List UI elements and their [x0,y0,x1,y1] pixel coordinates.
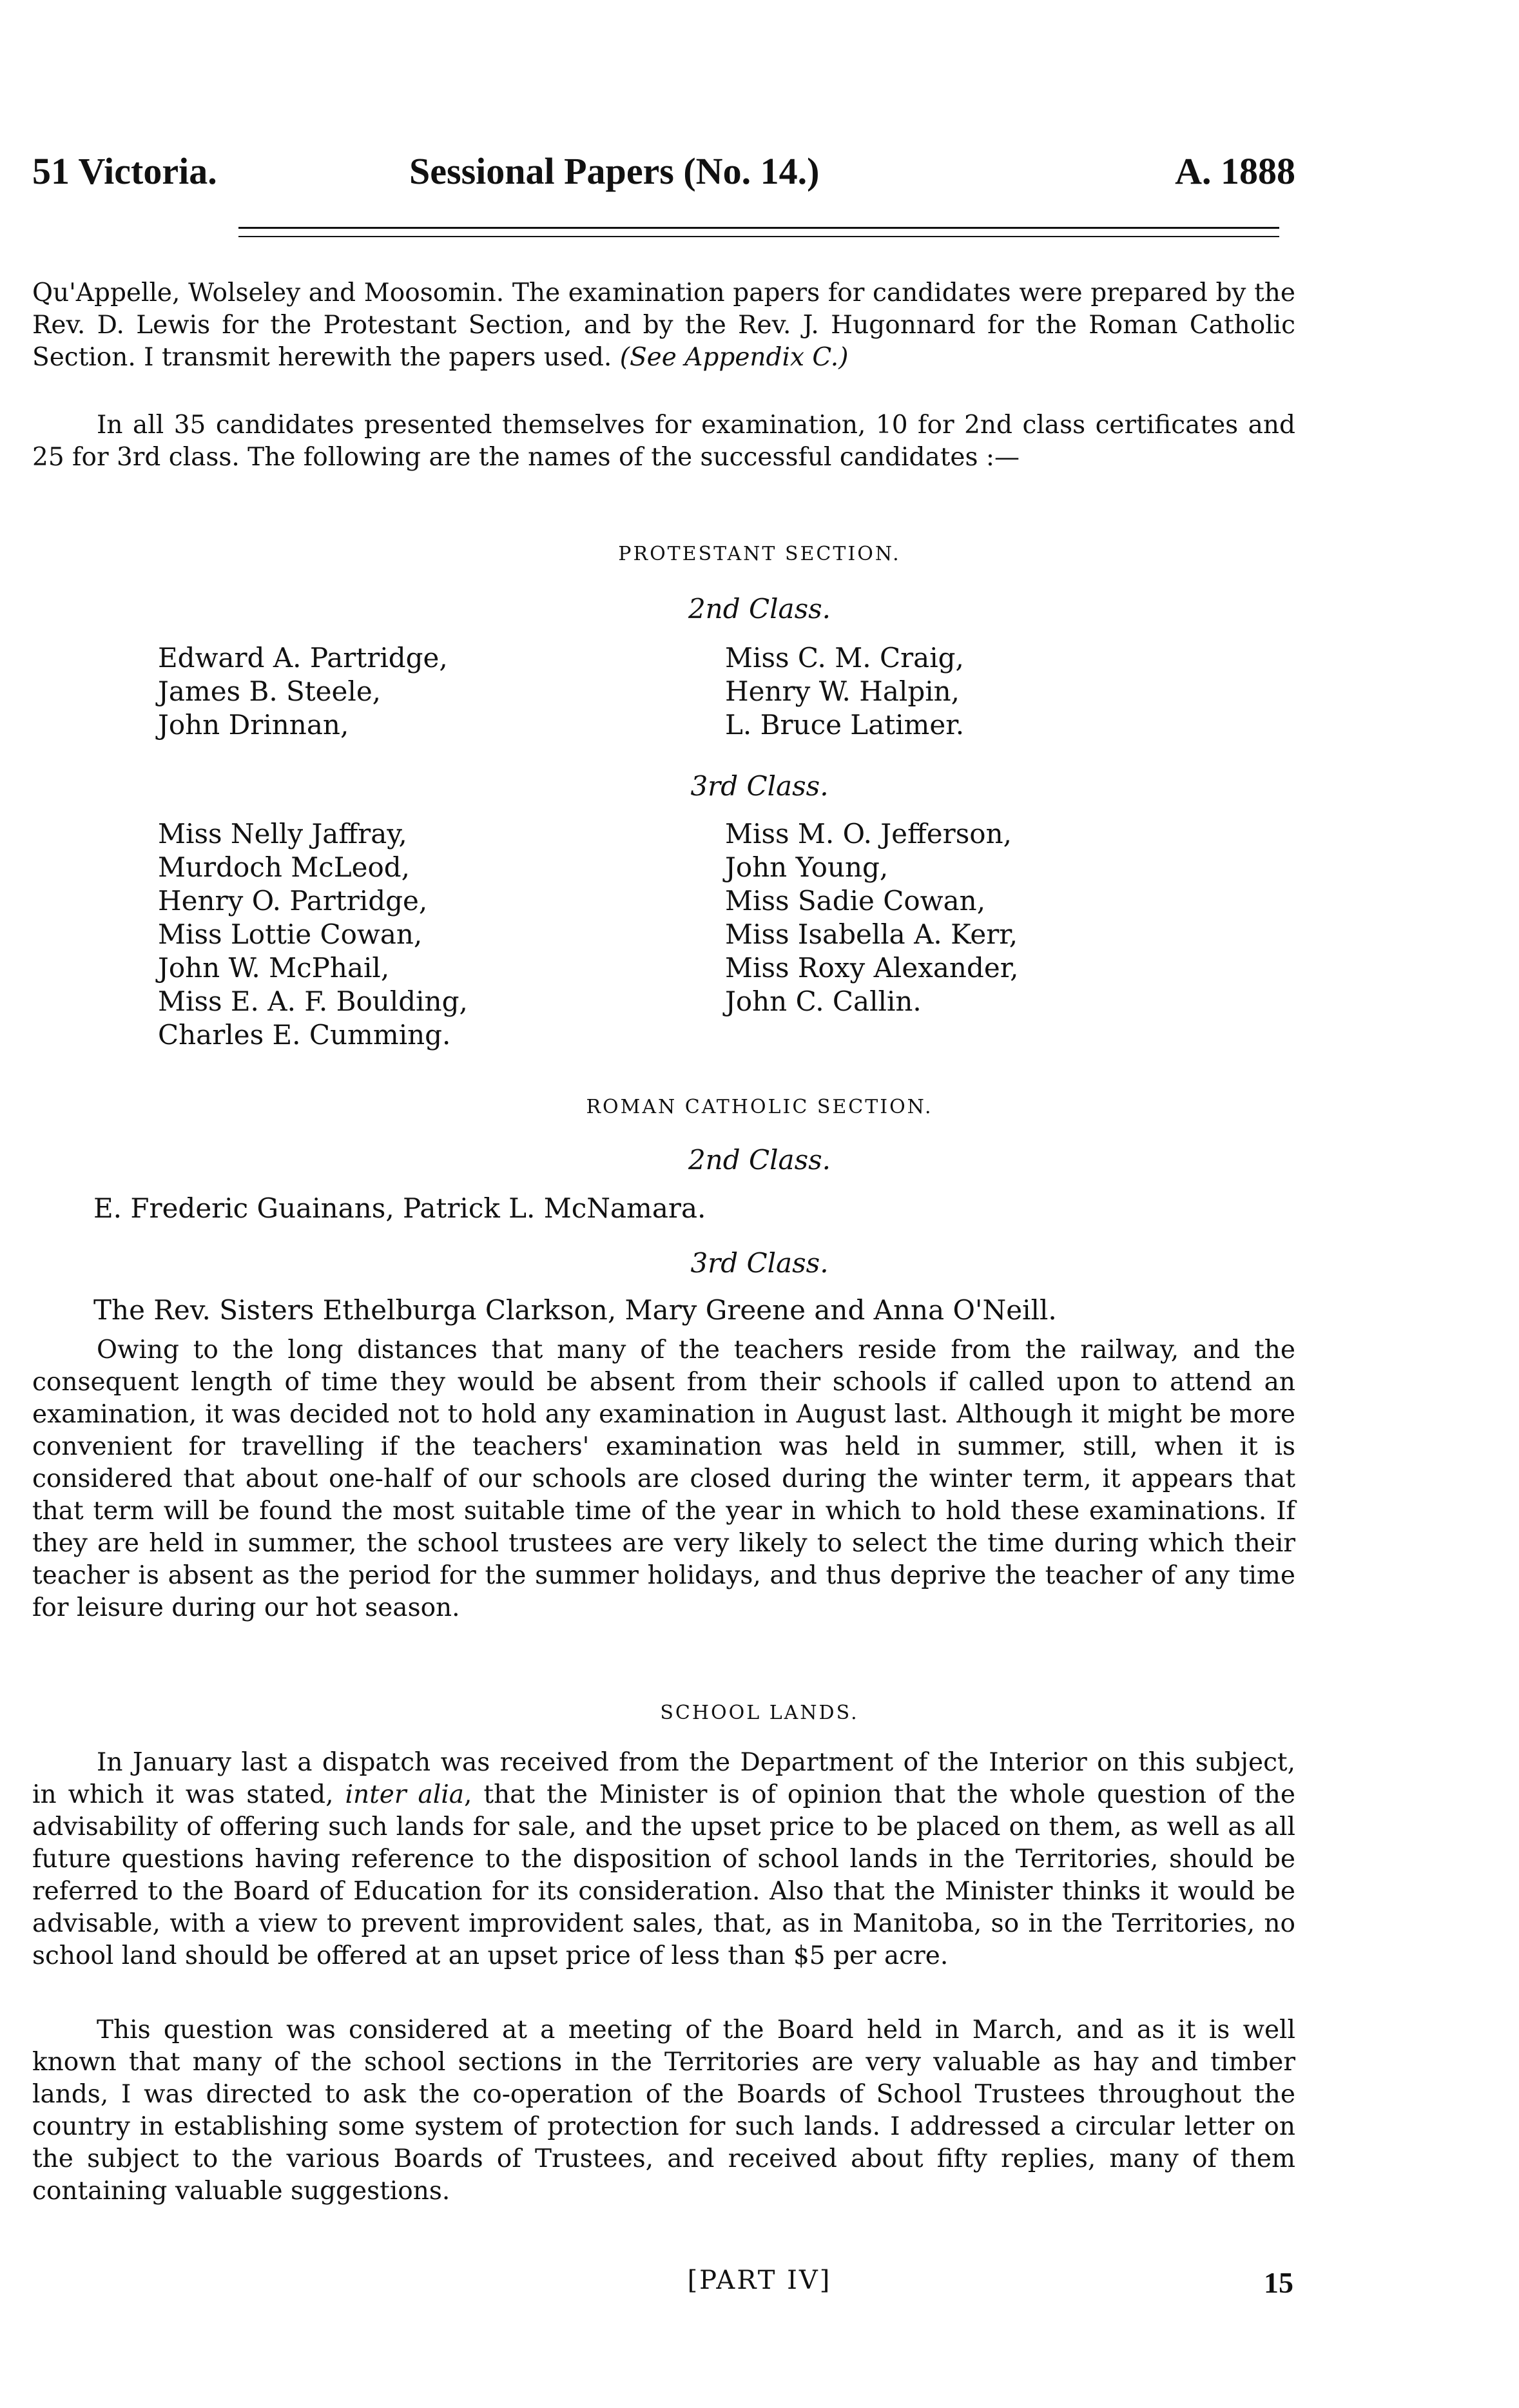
list-item: John W. McPhail, [158,952,390,984]
page-number: 15 [1264,2266,1293,2299]
list-item: John Young, [725,851,889,883]
protestant-section-heading: PROTESTANT SECTION. [618,543,901,565]
list-item: Miss Nelly Jaffray, [158,818,407,850]
list-item: Murdoch McLeod, [158,851,411,883]
header-year: 51 Victoria. [32,150,217,192]
catholic-3rd-class-heading: 3rd Class. [690,1247,829,1279]
protestant-2nd-class-left-list [158,641,448,742]
protestant-3rd-class-right-list [725,817,1019,1018]
list-item: Miss E. A. F. Boulding, [158,986,468,1017]
catholic-2nd-class-heading: 2nd Class. [688,1144,831,1176]
protestant-3rd-class-heading: 3rd Class. [690,770,829,802]
list-item: Miss Lottie Cowan, [158,918,423,950]
list-item: Miss Isabella A. Kerr, [725,918,1018,950]
school-lands-p1-latin: inter alia [345,1780,464,1809]
school-lands-p1-text: In January last a dispatch was received from the Department of the Interior on this subject, in which it was stated, [32,1748,1295,1809]
catholic-3rd-class-names: The Rev. Sisters Ethelburga Clarkson, Mary Greene and Anna O'Neill. [93,1294,1057,1326]
intro-text: Qu'Appelle, Wolseley and Moosomin. The examination papers for candidates were prepared by the Rev. D. Lewis for the Protestant Section, and by the Rev. J. Hugonnard for the Roman Catholic Section. I transmit herewith the papers used. [32,278,1295,372]
list-item: James B. Steele, [158,675,382,707]
catholic-2nd-class-names: E. Frederic Guainans, Patrick L. McNamara. [93,1192,706,1224]
catholic-section-heading: ROMAN CATHOLIC SECTION. [586,1096,933,1118]
school-lands-heading: SCHOOL LANDS. [660,1702,859,1724]
appendix-reference: (See Appendix C.) [619,343,849,372]
school-lands-paragraph-1 [32,1747,1295,1972]
header-rule-top [238,227,1279,229]
list-item: John C. Callin. [725,986,922,1017]
list-item: Henry O. Partridge, [158,885,428,917]
protestant-2nd-class-right-list [725,641,964,742]
header-rule-bottom [238,236,1279,237]
header-volume: A. 1888 [1175,150,1295,192]
candidates-paragraph: In all 35 candidates presented themselves for examination, 10 for 2nd class certificates and 25 for 3rd class. The following are the names of the successful candidates :— [32,411,1295,472]
examination-timing-paragraph: Owing to the long distances that many of the teachers reside from the railway, and the consequent length of time they would be absent from their schools if called upon to attend an examination, it was decided not to hold any examination in August last. Although it might be more convenient for travelling if the teachers' examination was held in summer, still, when it is considered that about one-half of our schools are closed during the winter term, it appears that that term will be found the most suitable time of the year in which to hold these examinations. If they are held in summer, the school trustees are very likely to select the time during which their teacher is absent as the period for the summer holidays, and thus deprive the teacher of any time for leisure during our hot season. [32,1335,1295,1622]
list-item: Miss Roxy Alexander, [725,952,1019,984]
list-item: Miss M. O. Jefferson, [725,818,1012,850]
list-item: Henry W. Halpin, [725,675,960,707]
school-lands-p1-rest: , that the Minister is of opinion that the whole question of the advisability of offering such lands for sale, and the upset price to be placed on them, as well as all future questions having reference to the disposition of school lands in the Territories, should be referred to the Board of Education for its consideration. Also that the Minister thinks it would be advisable, with a view to prevent improvident sales, that, as in Manitoba, so in the Territories, no school land should be offered at an upset price of less than $5 per acre. [32,1780,1295,1970]
protestant-2nd-class-heading: 2nd Class. [688,593,831,625]
list-item: Miss Sadie Cowan, [725,885,986,917]
list-item: Miss C. M. Craig, [725,642,964,674]
list-item: L. Bruce Latimer. [725,709,965,741]
list-item: Edward A. Partridge, [158,642,448,674]
part-label: [PART IV] [687,2266,832,2295]
list-item: John Drinnan, [158,709,349,741]
intro-paragraph [32,277,1295,374]
running-header [32,150,1295,208]
protestant-3rd-class-left-list [158,817,468,1052]
page-footer [0,2266,1519,2304]
list-item: Charles E. Cumming. [158,1019,451,1051]
header-title: Sessional Papers (No. 14.) [409,150,820,192]
school-lands-paragraph-2: This question was considered at a meeting of the Board held in March, and as it is well known that many of the school sections in the Territories are very valuable as hay and timber lands, I was directed to ask the co-operation of the Boards of School Trustees throughout the country in establishing some system of protection for such lands. I addressed a circular letter on the subject to the various Boards of Trustees, and received about fifty replies, many of them containing valuable suggestions. [32,2015,1295,2206]
